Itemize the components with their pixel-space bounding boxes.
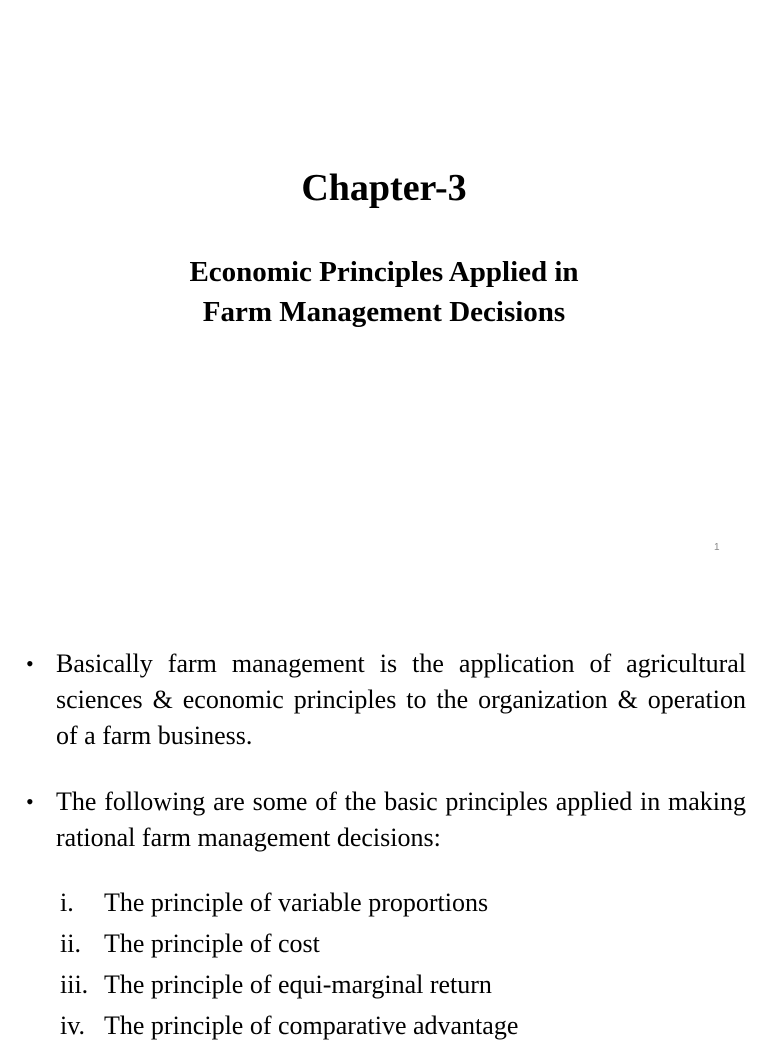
slide-number: 1: [714, 542, 720, 553]
bullet-text: The following are some of the basic principles applied in making rational farm management decisions:: [56, 787, 746, 852]
list-item-text: The principle of equi-marginal return: [104, 970, 492, 999]
bullet-marker: •: [26, 651, 34, 676]
list-item-text: The principle of variable proportions: [104, 888, 489, 917]
list-item: [60, 923, 760, 964]
chapter-title: Chapter-3: [301, 167, 467, 209]
list-item-number: i.: [60, 888, 74, 917]
subtitle-line-1: Economic Principles Applied in: [189, 256, 579, 288]
list-item-number: iii.: [60, 970, 89, 999]
content-slide: [0, 576, 768, 1040]
chapter-subtitle: [0, 252, 768, 332]
bullet-marker: •: [26, 789, 34, 814]
list-item: [60, 964, 760, 1005]
list-item-text: The principle of comparative advantage: [104, 1011, 519, 1040]
list-item: [60, 882, 760, 923]
bullet-item: [26, 784, 746, 856]
bullet-item: [26, 646, 746, 754]
list-item-number: ii.: [60, 929, 81, 958]
list-item-text: The principle of cost: [104, 929, 320, 958]
bullet-text: Basically farm management is the application of agricultural sciences & economic principles to the organization & operation of a farm business.: [56, 649, 746, 750]
list-item-number: iv.: [60, 1011, 86, 1040]
list-item: [60, 1005, 760, 1046]
principles-list: [60, 882, 760, 1046]
subtitle-line-2: Farm Management Decisions: [202, 296, 566, 328]
